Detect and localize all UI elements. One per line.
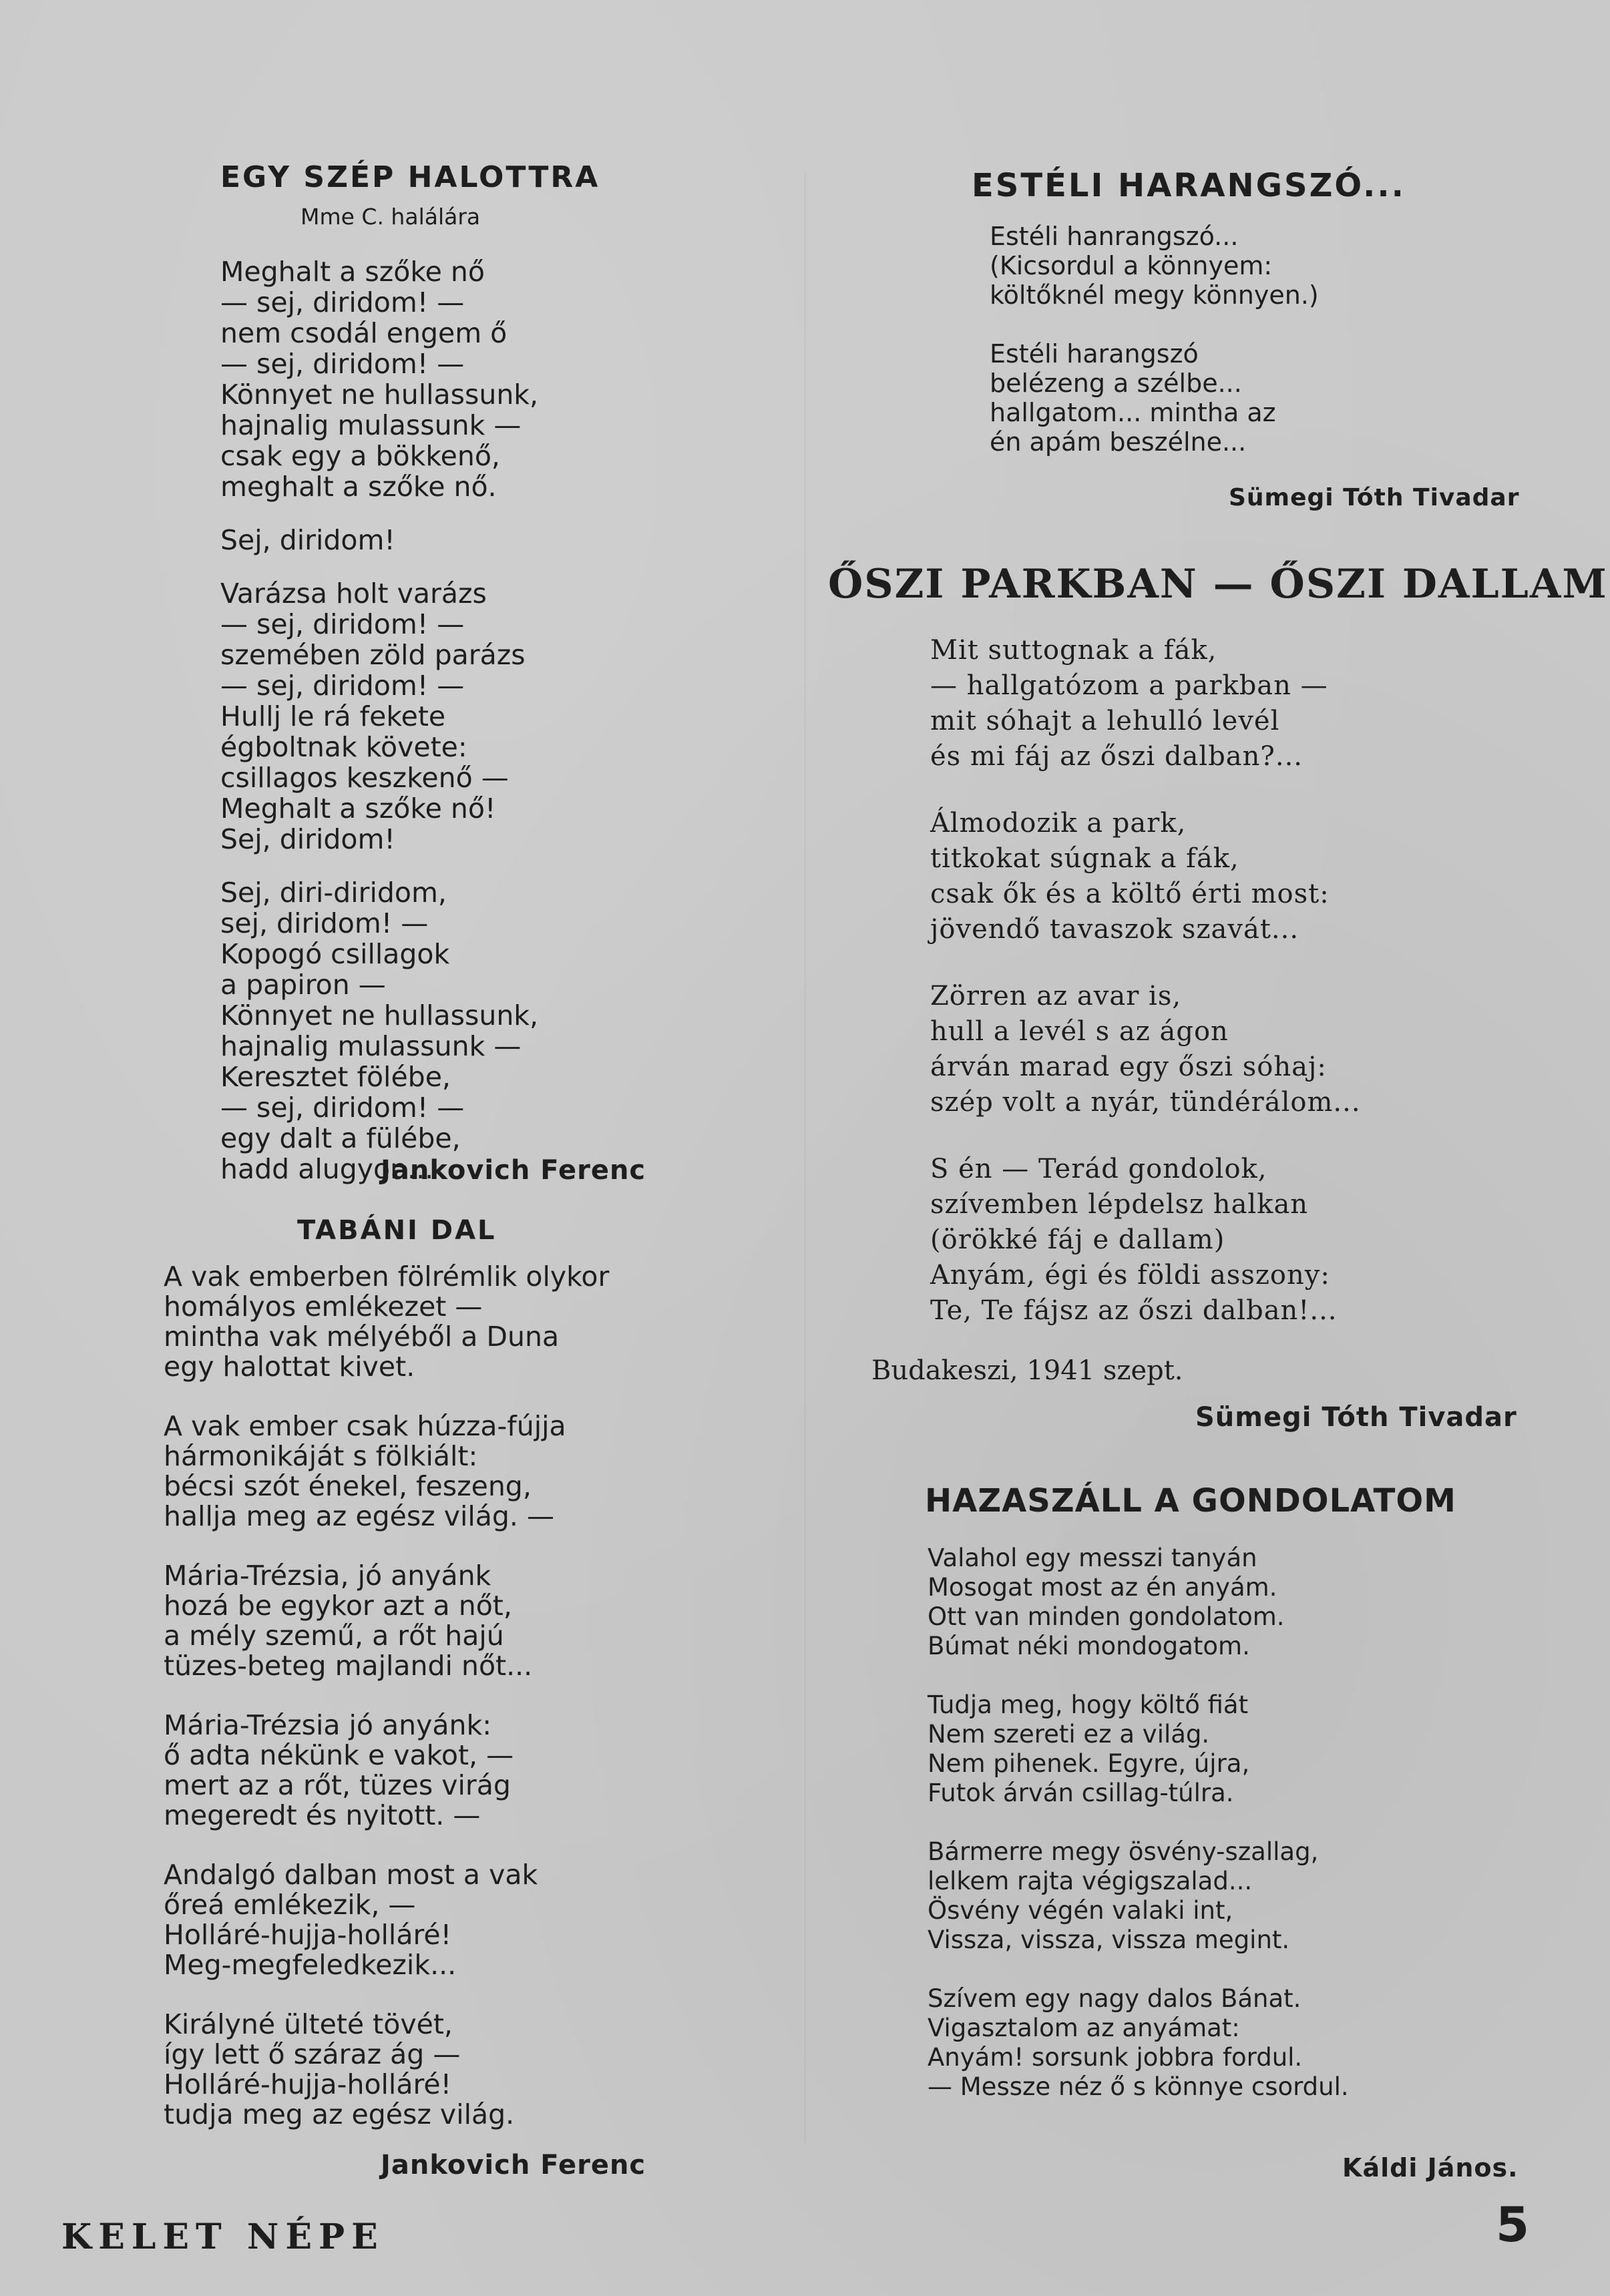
stanza [164, 1561, 609, 1681]
poem-line: hajnalig mulassunk — [220, 1030, 522, 1062]
poem-line: sej, diridom! — [220, 907, 429, 939]
poem-line: Estéli harangszó [990, 339, 1199, 369]
poem-line: Ott van minden gondolatom. [928, 1602, 1285, 1631]
page-number: 5 [1496, 2197, 1530, 2253]
poem-line: Sej, diridom! [220, 823, 395, 855]
poem-body [990, 222, 1406, 457]
poem-line: homályos emlékezet — [164, 1291, 483, 1323]
poem-line: egy dalt a fülébe, [220, 1122, 461, 1154]
poem-line: csillagos keszkenő — [220, 762, 509, 794]
poem-line: Meg-megfeledkezik... [164, 1949, 457, 1981]
poem-line: Valahol egy messzi tanyán [928, 1544, 1257, 1572]
poem-line: szép volt a nyár, tündérálom... [930, 1087, 1361, 1118]
poem-line: Könnyet ne hullassunk, [220, 999, 539, 1031]
poem-line: Kopogó csillagok [220, 938, 450, 970]
poem-line: nem csodál engem ő [220, 317, 508, 349]
poem-line: Királyné ülteté tövét, [164, 2008, 453, 2040]
poem-line: Estéli hanrangszó... [990, 222, 1239, 251]
stanza [928, 1690, 1456, 1808]
poem-line: Hullj le rá fekete [220, 700, 446, 732]
poem-body [930, 633, 1608, 1329]
poem-line: Könnyet ne hullassunk, [220, 379, 539, 411]
stanza [930, 806, 1608, 947]
poem-line: szemében zöld parázs [220, 639, 526, 671]
poem-esteli-harangszo [972, 167, 1406, 486]
poem-line: Mária-Trézsia jó anyánk: [164, 1709, 492, 1741]
magazine-name: KELET NÉPE [61, 2217, 385, 2257]
poem-line: hull a levél s az ágon [930, 1016, 1229, 1047]
stanza [220, 256, 600, 502]
poem-hazaszall-a-gondolatom [925, 1482, 1456, 2131]
poem-line: Álmodozik a park, [930, 808, 1187, 839]
poem-line: Mária-Trézsia, jó anyánk [164, 1560, 491, 1592]
poem-line: A vak emberben fölrémlik olykor [164, 1260, 610, 1293]
stanza [930, 1152, 1608, 1329]
poem-body [220, 256, 600, 1184]
poem-line: a mély szemű, a rőt hajú [164, 1620, 504, 1652]
poem-line: árván marad egy őszi sóhaj: [930, 1052, 1327, 1082]
poem-line: hármonikáját s fölkiált: [164, 1440, 478, 1472]
poem-line: (örökké fáj e dallam) [930, 1224, 1225, 1255]
stanza [928, 1984, 1456, 2102]
stanza [164, 1860, 609, 1980]
poem-line: Mosogat most az én anyám. [928, 1573, 1277, 1602]
poem-line: égboltnak követe: [220, 731, 467, 763]
column-divider [805, 174, 806, 2143]
poem-title: ESTÉLI HARANGSZÓ... [972, 167, 1406, 204]
poem-line: a papiron — [220, 969, 386, 1001]
stanza [164, 1262, 609, 1382]
stanza [930, 979, 1608, 1120]
poem-line: mit sóhajt a lehulló levél [930, 706, 1280, 736]
stanza [928, 1837, 1456, 1955]
poem-author: Sümegi Tóth Tivadar [1229, 484, 1520, 511]
poem-line: Zörren az avar is, [930, 981, 1182, 1011]
stanza [990, 222, 1406, 310]
poem-line: költőknél megy könnyen.) [990, 280, 1319, 310]
poem-line: így lett ő száraz ág — [164, 2038, 461, 2070]
poem-title: TABÁNI DAL [297, 1215, 497, 1246]
stanza [928, 1544, 1456, 1661]
stanza [164, 2010, 609, 2130]
poem-line: hajnalig mulassunk — [220, 409, 522, 441]
poem-body [164, 1262, 609, 2130]
poem-line: Keresztet fölébe, [220, 1061, 451, 1093]
poem-author: Jankovich Ferenc [381, 1155, 646, 1186]
poem-line: — Messze néz ő s könnye csordul. [928, 2072, 1349, 2101]
poem-line: megeredt és nyitott. — [164, 1799, 481, 1831]
poem-line: hallgatom... mintha az [990, 398, 1276, 427]
poem-line: — sej, diridom! — [220, 348, 465, 380]
poem-author: Jankovich Ferenc [381, 2150, 646, 2180]
poem-line: én apám beszélne... [990, 427, 1247, 457]
poem-line: — sej, diridom! — [220, 1092, 465, 1124]
poem-line: A vak ember csak húzza-fújja [164, 1410, 566, 1442]
poem-line: (Kicsordul a könnyem: [990, 251, 1273, 280]
poem-line: hadd alugyon... [220, 1153, 434, 1185]
poem-line: szívemben lépdelsz halkan [930, 1189, 1309, 1220]
poem-line: tudja meg az egész világ. [164, 2098, 515, 2130]
poem-line: Tudja meg, hogy költő fiát [928, 1690, 1249, 1719]
poem-line: jövendő tavaszok szavát... [930, 914, 1299, 945]
poem-tabani-dal [164, 1215, 609, 2159]
poem-line: Mit suttognak a fák, [930, 635, 1217, 666]
stanza [990, 339, 1406, 457]
poem-title: ŐSZI PARKBAN — ŐSZI DALLAM [828, 561, 1608, 608]
poem-line: belézeng a szélbe... [990, 369, 1242, 398]
poem-line: Sej, diridom! [220, 524, 395, 556]
poem-line: ő adta nékünk e vakot, — [164, 1739, 514, 1771]
poem-line: Anyám! sorsunk jobbra fordul. [928, 2043, 1303, 2072]
poem-line: lelkem rajta végigszalad... [928, 1867, 1253, 1895]
poem-egy-szep-halottra [220, 160, 600, 1207]
poem-author: Káldi János. [1342, 2153, 1519, 2183]
poem-line: meghalt a szőke nő. [220, 471, 497, 503]
poem-line: Bármerre megy ösvény-szallag, [928, 1837, 1319, 1866]
poem-dateline: Budakeszi, 1941 szept. [871, 1355, 1183, 1386]
stanza [930, 633, 1608, 774]
poem-line: — sej, diridom! — [220, 286, 465, 318]
poem-line: — hallgatózom a parkban — [930, 670, 1328, 701]
poem-line: Vissza, vissza, vissza megint. [928, 1925, 1290, 1954]
poem-line: Vigasztalom az anyámat: [928, 2014, 1240, 2042]
poem-line: Anyám, égi és földi asszony: [930, 1260, 1330, 1291]
poem-author: Sümegi Tóth Tivadar [1195, 1402, 1517, 1433]
poem-line: csak ők és a költő érti most: [930, 879, 1330, 909]
poem-line: Holláré-hujja-holláré! [164, 1919, 452, 1951]
stanza [220, 525, 600, 555]
poem-line: Sej, diri-diridom, [220, 877, 447, 909]
poem-line: mintha vak mélyéből a Duna [164, 1321, 560, 1353]
poem-line: Holláré-hujja-holláré! [164, 2068, 452, 2100]
stanza [164, 1710, 609, 1831]
poem-line: Te, Te fájsz az őszi dalban!... [930, 1295, 1338, 1326]
poem-line: Ösvény végén valaki int, [928, 1896, 1233, 1925]
poem-line: titkokat súgnak a fák, [930, 843, 1239, 874]
poem-line: mert az a rőt, tüzes virág [164, 1769, 511, 1801]
poem-body [928, 1544, 1456, 2102]
poem-line: Futok árván csillag-túlra. [928, 1779, 1234, 1807]
poem-subtitle: Mme C. halálára [300, 204, 481, 230]
poem-line: egy halottat kivet. [164, 1351, 415, 1383]
poem-line: Meghalt a szőke nő [220, 256, 485, 288]
poem-line: Andalgó dalban most a vak [164, 1859, 538, 1891]
poem-title: EGY SZÉP HALOTTRA [220, 160, 600, 194]
poem-line: S én — Terád gondolok, [930, 1154, 1267, 1184]
poem-line: hallja meg az egész világ. — [164, 1500, 554, 1532]
poem-line: Nem pihenek. Egyre, újra, [928, 1749, 1250, 1778]
poem-line: Búmat néki mondogatom. [928, 1632, 1250, 1660]
poem-line: tüzes-beteg majlandi nőt... [164, 1650, 533, 1682]
stanza [220, 578, 600, 855]
poem-line: Nem szereti ez a világ. [928, 1720, 1210, 1749]
poem-title: HAZASZÁLL A GONDOLATOM [925, 1482, 1456, 1520]
poem-line: Meghalt a szőke nő! [220, 792, 496, 825]
stanza [220, 877, 600, 1184]
poem-line: Varázsa holt varázs [220, 578, 487, 610]
poem-line: csak egy a bökkenő, [220, 440, 500, 472]
poem-line: hozá be egykor azt a nőt, [164, 1590, 512, 1622]
poem-oszi-parkban [828, 561, 1608, 1360]
poem-line: — sej, diridom! — [220, 608, 465, 640]
poem-line: Szívem egy nagy dalos Bánat. [928, 1984, 1301, 2013]
poem-line: bécsi szót énekel, feszeng, [164, 1470, 532, 1502]
poem-line: — sej, diridom! — [220, 670, 465, 702]
stanza [164, 1411, 609, 1532]
poem-line: őreá emlékezik, — [164, 1889, 416, 1921]
poem-line: és mi fáj az őszi dalban?... [930, 741, 1303, 772]
